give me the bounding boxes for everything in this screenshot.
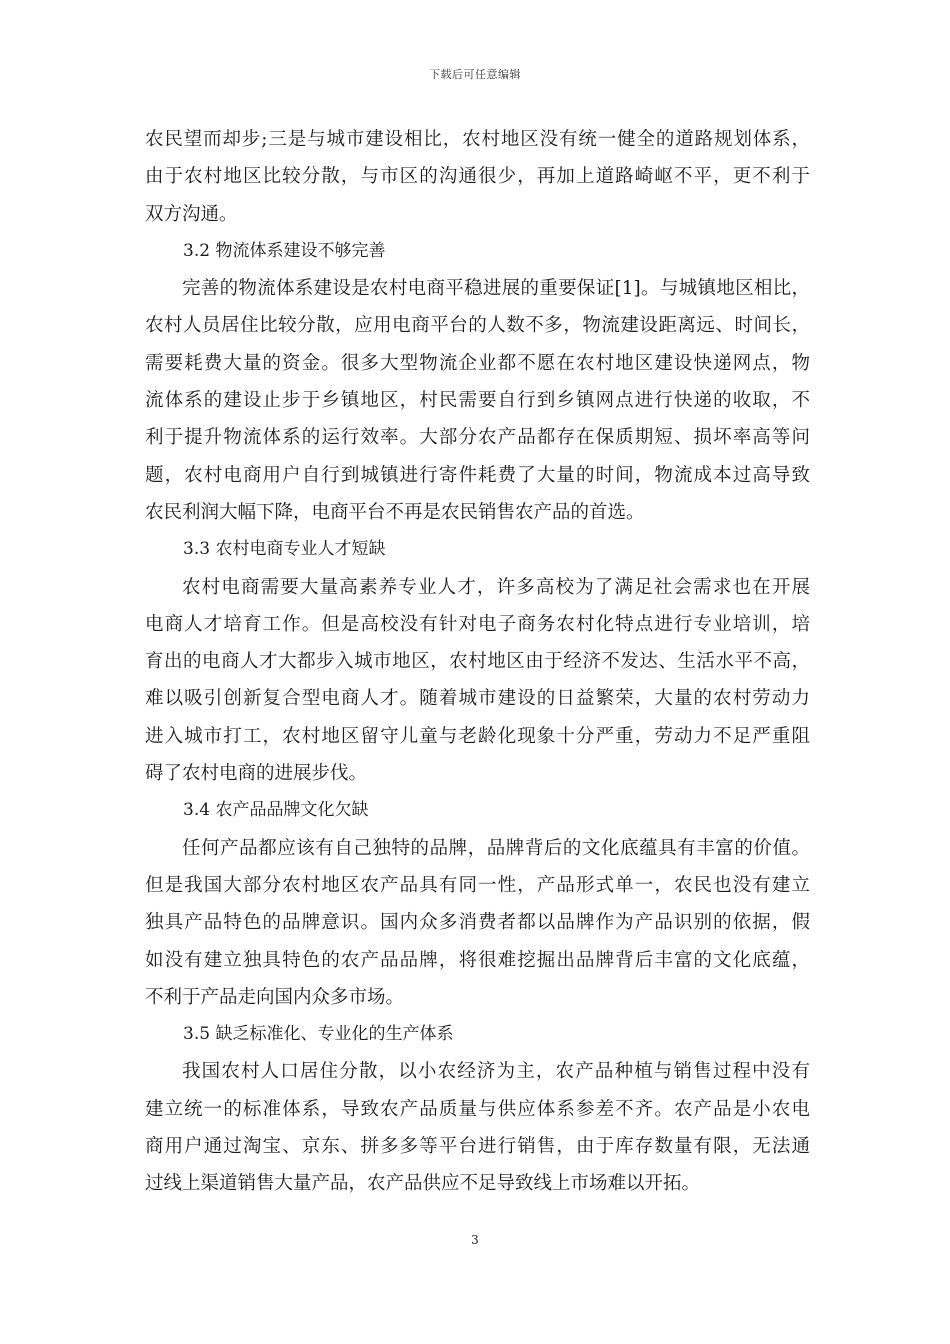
text-line: 任何产品都应该有自己独特的品牌，品牌背后的文化底蕴具有丰富的价值。 <box>182 837 810 859</box>
text-line: 碍了农村电商的进展步伐。 <box>145 763 368 785</box>
section-heading-3-2: 3.2 物流体系建设不够完善 <box>183 240 386 261</box>
page-header: 下载后可任意编辑 <box>429 68 521 81</box>
text-line: 题，农村电商用户自行到城镇进行寄件耗费了大量的时间，物流成本过高导致 <box>145 464 810 486</box>
text-line: 建立统一的标准体系，导致农产品质量与供应体系参差不齐。农产品是小农电 <box>145 1098 810 1120</box>
text-line: 商用户通过淘宝、京东、拼多多等平台进行销售，由于库存数量有限，无法通 <box>145 1136 810 1158</box>
text-line: 育出的电商人才大都步入城市地区，农村地区由于经济不发达、生活水平不高， <box>145 651 810 673</box>
document-body <box>145 121 810 1203</box>
text-line: 我国农村人口居住分散，以小农经济为主，农产品种植与销售过程中没有 <box>182 1061 810 1083</box>
text-line: 农村电商需要大量高素养专业人才，许多高校为了满足社会需求也在开展 <box>182 576 810 598</box>
text-line: 不利于产品走向国内众多市场。 <box>145 986 405 1008</box>
paragraph-production <box>145 1053 810 1202</box>
text-line: 双方沟通。 <box>145 203 238 225</box>
page-number: 3 <box>471 1233 479 1247</box>
paragraph-brand <box>145 830 810 1016</box>
text-line: 如没有建立独具特色的农产品品牌，将很难挖掘出品牌背后丰富的文化底蕴， <box>145 949 810 971</box>
paragraph-logistics <box>145 270 810 531</box>
text-line: 过线上渠道销售大量产品，农产品供应不足导致线上市场难以开拓。 <box>145 1173 701 1195</box>
paragraph-continued <box>145 121 810 233</box>
text-line: 利于提升物流体系的运行效率。大部分农产品都存在保质期短、损坏率高等问 <box>145 427 810 449</box>
text-line: 流体系的建设止步于乡镇地区，村民需要自行到乡镇网点进行快递的收取，不 <box>145 390 810 412</box>
paragraph-talent <box>145 569 810 793</box>
section-heading-3-3: 3.3 农村电商专业人才短缺 <box>183 539 386 560</box>
text-line: 农民利润大幅下降，电商平台不再是农民销售农产品的首选。 <box>145 501 645 523</box>
text-line: 需要耗费大量的资金。很多大型物流企业都不愿在农村地区建设快递网点，物 <box>145 352 810 374</box>
text-line: 农村人员居住比较分散，应用电商平台的人数不多，物流建设距离远、时间长， <box>145 315 810 337</box>
section-heading-3-5: 3.5 缺乏标准化、专业化的生产体系 <box>183 1024 454 1045</box>
text-line: 进入城市打工，农村地区留守儿童与老龄化现象十分严重，劳动力不足严重阻 <box>145 725 810 747</box>
text-line: 难以吸引创新复合型电商人才。随着城市建设的日益繁荣，大量的农村劳动力 <box>145 688 810 710</box>
text-line: 电商人才培育工作。但是高校没有针对电子商务农村化特点进行专业培训，培 <box>145 613 810 635</box>
text-line: 由于农村地区比较分散，与市区的沟通很少，再加上道路崎岖不平，更不利于 <box>145 166 810 188</box>
text-line: 完善的物流体系建设是农村电商平稳进展的重要保证[1]。与城镇地区相比， <box>182 278 810 300</box>
section-heading-3-4: 3.4 农产品品牌文化欠缺 <box>183 800 369 821</box>
text-line: 但是我国大部分农村地区农产品具有同一性，产品形式单一，农民也没有建立 <box>145 874 810 896</box>
text-line: 独具产品特色的品牌意识。国内众多消费者都以品牌作为产品识别的依据，假 <box>145 912 810 934</box>
text-line: 农民望而却步;三是与城市建设相比，农村地区没有统一健全的道路规划体系， <box>145 129 810 150</box>
